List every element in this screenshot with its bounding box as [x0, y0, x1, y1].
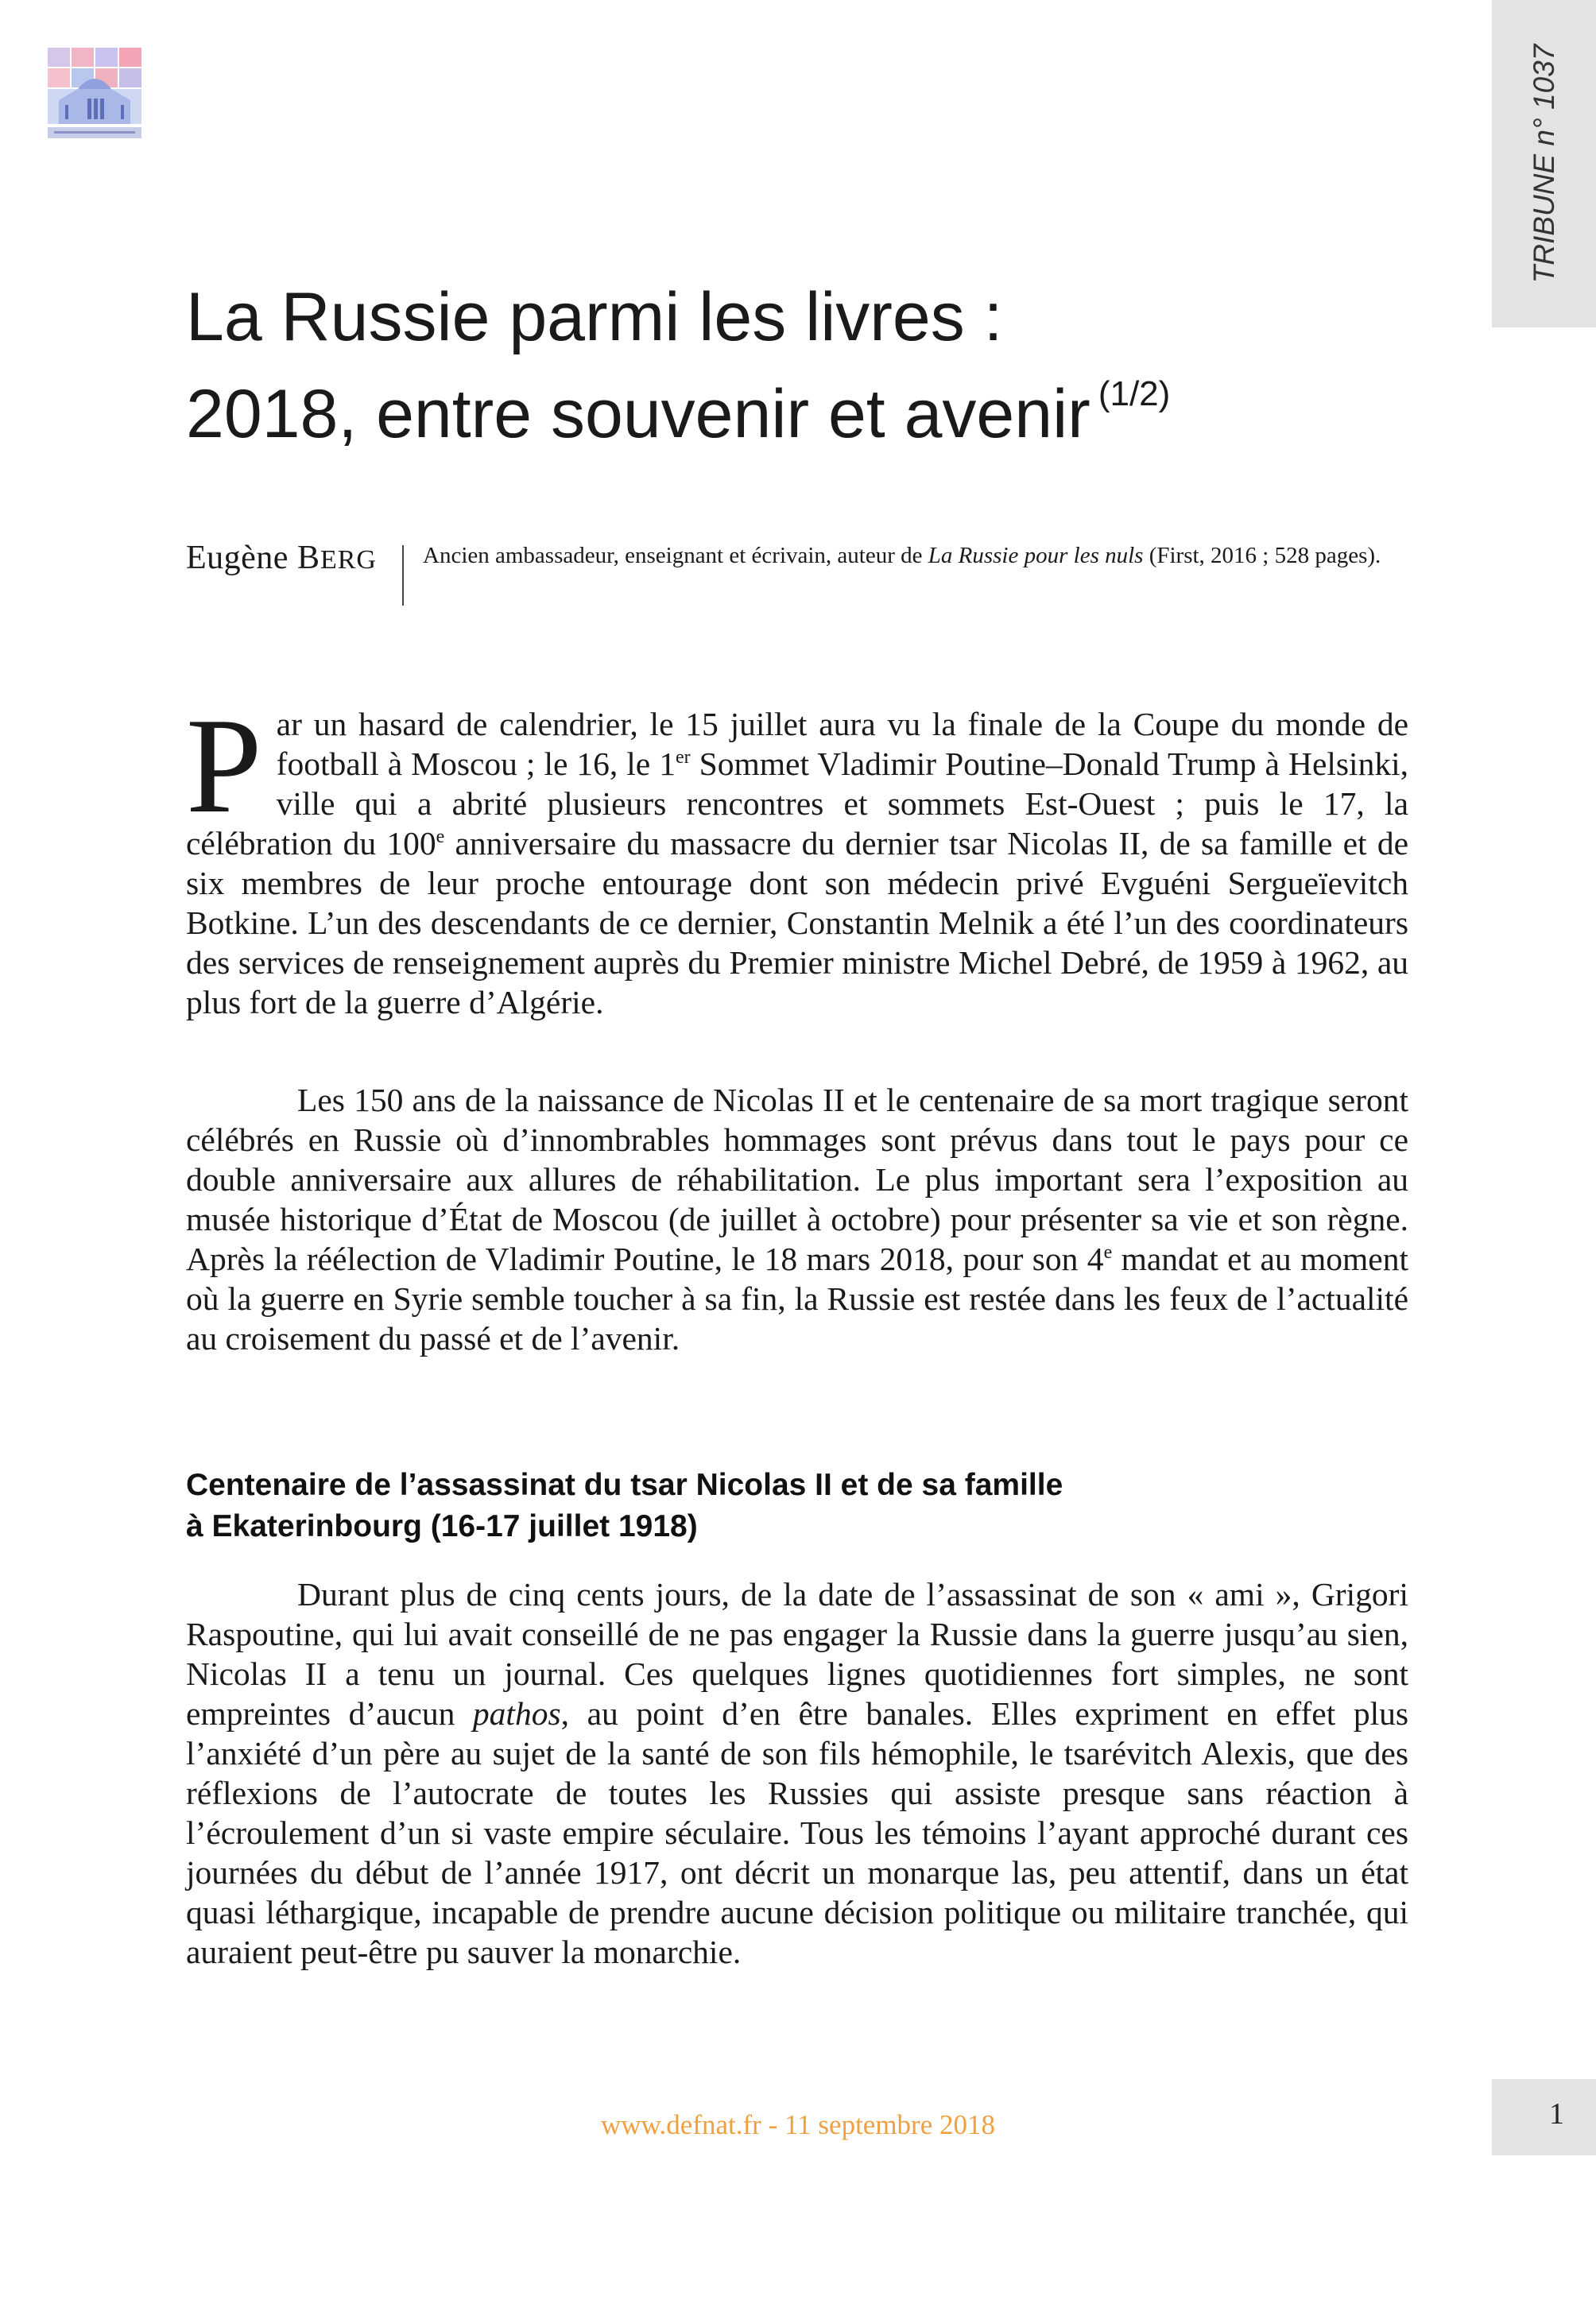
paragraph-2: [186, 1080, 1408, 1358]
author-book-title: La Russie pour les nuls: [928, 543, 1144, 568]
author-separator: [402, 545, 404, 606]
logo: [46, 45, 143, 143]
page-number: 1: [1549, 2097, 1564, 2131]
author-bio-text-end: (First, 2016 ; 528 pages).: [1143, 543, 1381, 568]
paragraph-1-text-a: ar un hasard de calendrier, le 15 juillet aura vu la finale de la Coupe du monde de football à Moscou ; le 16, le 1: [276, 706, 1408, 782]
section-heading: [186, 1465, 1408, 1547]
author-bio-text: Ancien ambassadeur, enseignant et écrivain, auteur de: [423, 543, 928, 568]
superscript-e: e: [436, 827, 445, 848]
superscript-er: er: [675, 747, 691, 769]
logo-image: [46, 45, 143, 143]
paragraph-3: [186, 1574, 1408, 1972]
footer-url-date[interactable]: www.defnat.fr - 11 septembre 2018: [601, 2109, 995, 2140]
paragraph-1-text-c: anniversaire du massacre du dernier tsar Nicolas II, de sa famille et de six membres de leur proche entourage dont son médecin privé Evguéni Sergueïevitch Botkine. L’un des descendants de ce dernier, Constantin Melnik a été l’un des coordinateurs des services de renseignement auprès du Premier ministre Michel Debré, de 1959 à 1962, au plus fort de la guerre d’Algérie.: [186, 825, 1408, 1020]
page-number-tab: [1492, 2079, 1596, 2155]
section-heading-line-1: Centenaire de l’assassinat du tsar Nicolas II et de sa famille: [186, 1468, 1063, 1502]
superscript-e: e: [1103, 1242, 1113, 1264]
paragraph-1-text-b: Sommet Vladimir Poutine–Donald Trump à Helsinki, ville qui a abrité plusieurs rencontres et sommets Est-Ouest ; puis le 17, la célébration du 100: [186, 745, 1408, 862]
drop-cap: P: [186, 691, 262, 842]
paragraph-1: [186, 691, 1408, 1022]
tribune-label: TRIBUNE n° 1037: [1527, 44, 1560, 284]
title-part: (1/2): [1098, 374, 1171, 413]
paragraph-2-text-a: Les 150 ans de la naissance de Nicolas II et le centenaire de sa mort tragique seront célébrés en Russie où d’innombrables hommages sont prévus dans tout le pays pour ce double anniversaire aux allures de réhabilitation. Le plus important sera l’exposition au musée historique d’État de Moscou (de juillet à octobre) pour présenter sa vie et son règne. Après la réélection de Vladimir Poutine, le 18 mars 2018, pour son 4: [186, 1082, 1408, 1277]
tribune-side-tab: [1492, 0, 1596, 327]
author-name: [186, 539, 377, 577]
title-line-2: 2018, entre souvenir et avenir: [186, 376, 1090, 452]
paragraph-3-text-a: Durant plus de cinq cents jours, de la date de l’assassinat de son « ami », Grigori Raspoutine, qui lui avait conseillé de ne pas engager la Russie dans la guerre jusqu’au sien, Nicolas II a tenu un journal. Ces quelques lignes quotidiennes fort simples, ne sont empreintes d’aucun: [186, 1576, 1408, 1732]
author-bio: [423, 540, 1426, 571]
author-last-name: BERG: [296, 540, 377, 576]
author-first-name: Eugène: [186, 540, 289, 576]
section-heading-line-2: à Ekaterinbourg (16-17 juillet 1918): [186, 1509, 698, 1543]
pathos-emphasis: pathos: [472, 1695, 561, 1732]
paragraph-3-text-b: , au point d’en être banales. Elles expriment en effet plus l’anxiété d’un père au sujet de la santé de son fils hémophile, le tsarévitch Alexis, que des réflexions de l’autocrate de toutes les Russies qui assiste presque sans réaction à l’écroulement d’un si vaste empire séculaire. Tous les témoins l’ayant approché durant ces journées du début de l’année 1917, ont décrit un monarque las, peu attentif, dans un état quasi léthargique, incapable de prendre aucune décision politique ou militaire tranchée, qui auraient peut-être pu sauver la monarchie.: [186, 1695, 1408, 1970]
paragraph-2-text-b: mandat et au moment où la guerre en Syrie semble toucher à sa fin, la Russie est restée dans les feux de l’actualité au croisement du passé et de l’avenir.: [186, 1241, 1409, 1357]
title-line-1: La Russie parmi les livres :: [186, 279, 1003, 355]
page-title: [186, 269, 1378, 474]
